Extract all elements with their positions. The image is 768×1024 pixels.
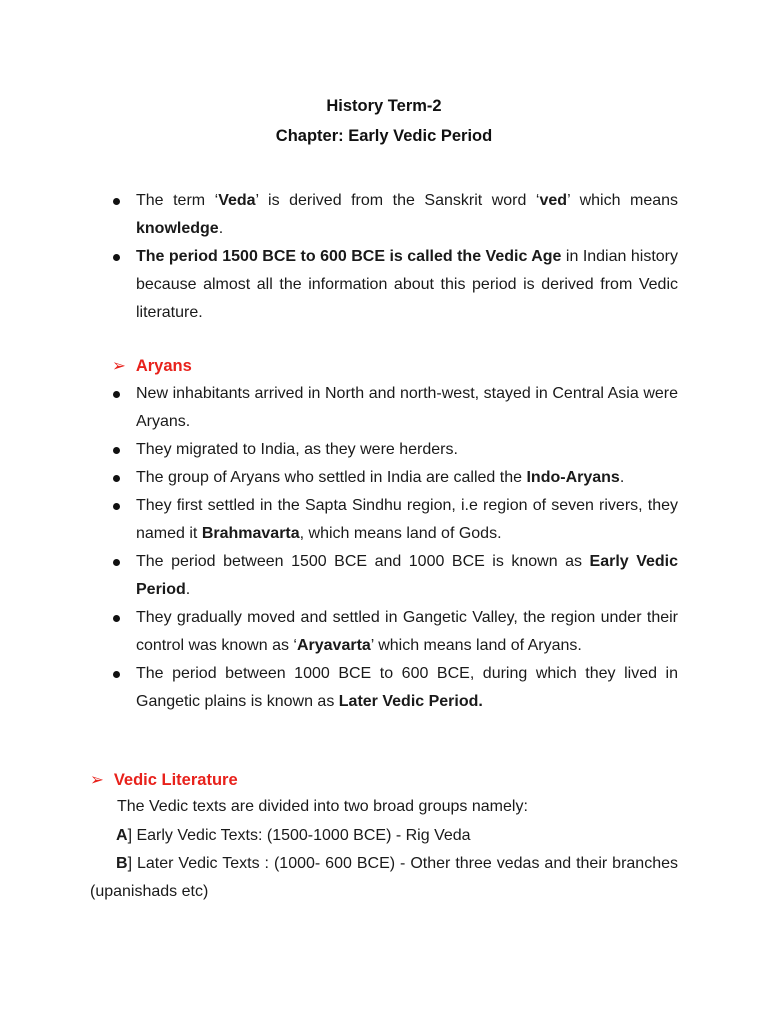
list-item <box>112 243 678 327</box>
list-item-text <box>136 609 678 654</box>
bullet-icon <box>113 671 120 678</box>
bullet-icon <box>113 447 120 454</box>
bullet-icon <box>113 559 120 566</box>
list-item-text <box>136 385 678 430</box>
early-vedic-texts-line <box>116 822 471 850</box>
text-run: ’ which means <box>567 192 679 209</box>
bold-text: Indo-Aryans <box>526 469 620 486</box>
text-run: The group of Aryans who settled in India are called the <box>136 469 527 486</box>
list-item-text <box>136 192 678 237</box>
bold-text: Aryavarta <box>296 637 371 654</box>
arrow-icon: ➢ <box>112 357 126 375</box>
item-text: ] Later Vedic Texts : (1000- 600 BCE) - Other three vedas and their branches (upanishads etc) <box>90 855 678 900</box>
vedic-texts-intro: The Vedic texts are divided into two broad groups namely: <box>117 798 528 815</box>
text-run: in Indian history because almost all the information about this period is derived from Vedic literature. <box>136 248 678 321</box>
text-run: The period between 1500 BCE and 1000 BCE is known as <box>136 553 590 570</box>
bullet-icon <box>113 615 120 622</box>
text-run: The term ‘ <box>136 192 219 209</box>
list-item-text <box>136 553 678 598</box>
list-item <box>112 380 678 436</box>
list-item-text <box>136 469 624 486</box>
item-text: ] Early Vedic Texts: (1500-1000 BCE) - Rig Veda <box>127 827 471 844</box>
document-title: History Term-2 <box>326 97 442 115</box>
list-item <box>112 187 678 243</box>
item-letter: B <box>116 855 128 872</box>
list-item-text <box>136 497 678 542</box>
bold-text: Early Vedic Period <box>136 553 679 598</box>
chapter-title: Chapter: Early Vedic Period <box>275 127 493 145</box>
bold-text: knowledge <box>136 220 219 237</box>
text-run: They migrated to India, as they were herders. <box>136 441 458 458</box>
list-item <box>112 436 678 464</box>
aryans-bullet-list <box>112 380 678 716</box>
bold-text: Later Vedic Period. <box>338 693 483 710</box>
text-run: , which means land of Gods. <box>299 525 502 542</box>
list-item-text <box>136 665 678 710</box>
intro-bullet-list <box>112 187 678 327</box>
section-heading-vedic-literature <box>90 770 238 790</box>
bullet-icon <box>113 198 120 205</box>
text-run: . <box>619 469 625 486</box>
text-run: ’ is derived from the Sanskrit word ‘ <box>255 192 540 209</box>
list-item <box>112 492 678 548</box>
text-run: They gradually moved and settled in Gangetic Valley, the region under their control was known as ‘ <box>136 609 678 654</box>
text-run: . <box>218 220 224 237</box>
list-item-text <box>136 248 678 321</box>
bullet-icon <box>113 503 120 510</box>
list-item <box>112 464 678 492</box>
bullet-icon <box>113 254 120 261</box>
later-vedic-texts-line <box>90 850 678 906</box>
text-run: ’ which means land of Aryans. <box>370 637 582 654</box>
list-item <box>112 660 678 716</box>
list-item <box>112 548 678 604</box>
text-run: New inhabitants arrived in North and north-west, stayed in Central Asia were Aryans. <box>136 385 678 430</box>
bold-text: Brahmavarta <box>201 525 300 542</box>
bold-text: The period 1500 BCE to 600 BCE is called the Vedic Age <box>136 248 562 265</box>
text-run: The period between 1000 BCE to 600 BCE, during which they lived in Gangetic plains is known as <box>136 665 678 710</box>
bold-text: Veda <box>218 192 256 209</box>
text-run: . <box>185 581 191 598</box>
list-item <box>112 604 678 660</box>
text-run: They first settled in the Sapta Sindhu region, i.e region of seven rivers, they named it <box>136 497 678 542</box>
bullet-icon <box>113 475 120 482</box>
section-heading-label: Aryans <box>135 357 192 375</box>
bold-text: ved <box>539 192 568 209</box>
arrow-icon: ➢ <box>90 771 104 789</box>
section-heading-aryans <box>112 356 192 376</box>
item-letter: A <box>116 827 128 844</box>
bullet-icon <box>113 391 120 398</box>
section-heading-label: Vedic Literature <box>113 771 238 789</box>
list-item-text <box>136 441 458 458</box>
